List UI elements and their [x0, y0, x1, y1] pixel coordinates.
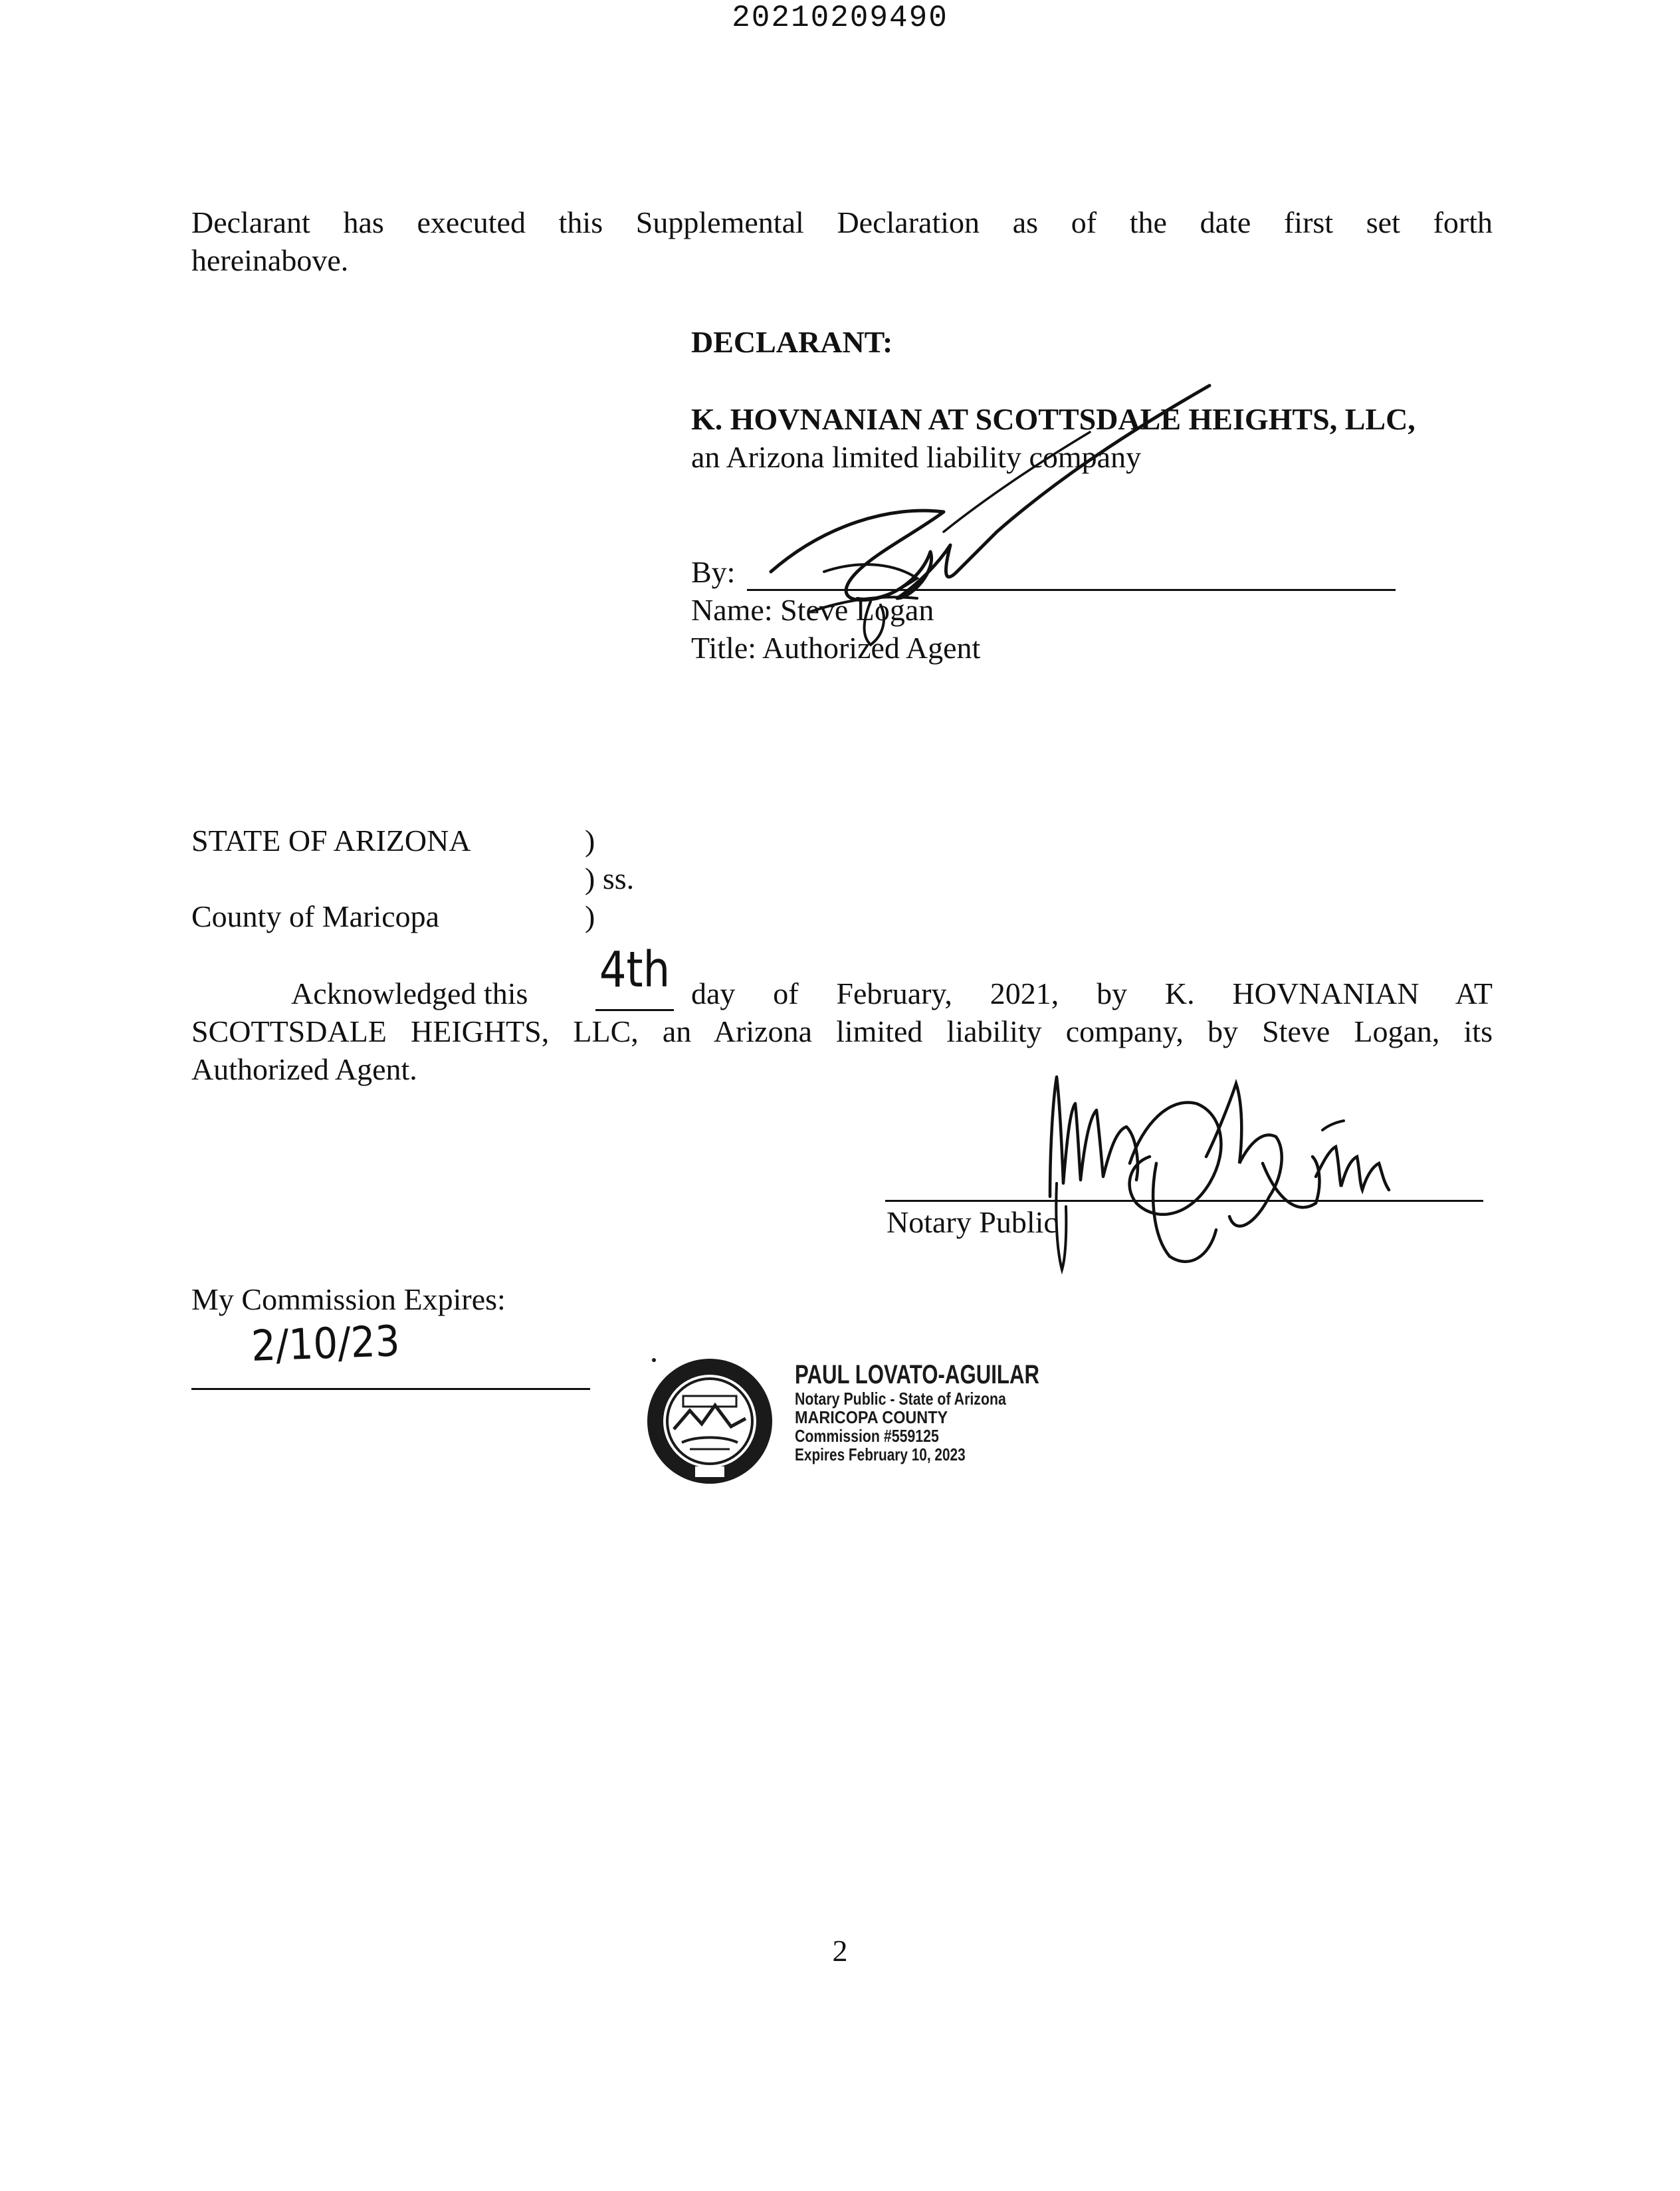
venue-paren-ss: ) ss. — [585, 862, 635, 895]
acknowledgment-day-line — [595, 1009, 674, 1011]
notary-stamp-name: PAUL LOVATO-AGUILAR — [795, 1360, 1040, 1389]
page-number: 2 — [832, 1934, 848, 1968]
declarant-heading: DECLARANT: — [691, 325, 893, 359]
acknowledgment-suffix: day of February, 2021, by K. HOVNANIAN AT — [691, 977, 1493, 1010]
execution-paragraph-line1: Declarant has executed this Supplemental Declaration as of the date first set forth — [191, 205, 1493, 239]
signer-name: Name: Steve Logan — [691, 593, 934, 627]
execution-paragraph-line2: hereinabove. — [191, 243, 349, 277]
notary-signature — [1037, 1064, 1409, 1283]
arizona-state-seal-icon — [643, 1349, 776, 1489]
declarant-signature — [744, 372, 1223, 651]
declarant-entity-description: an Arizona limited liability company — [691, 440, 1142, 474]
declarant-entity-name: K. HOVNANIAN AT SCOTTSDALE HEIGHTS, LLC, — [691, 402, 1416, 436]
notary-stamp-line2: MARICOPA COUNTY — [795, 1407, 948, 1427]
acknowledgment-prefix: Acknowledged this — [291, 977, 528, 1010]
venue-county: County of Maricopa — [191, 899, 440, 933]
recording-number: 20210209490 — [732, 1, 948, 35]
commission-date-handwritten: 2/10/23 — [250, 1316, 401, 1371]
commission-date-line — [191, 1388, 590, 1390]
notary-public-label: Notary Public — [887, 1205, 1057, 1239]
signer-title: Title: Authorized Agent — [691, 631, 981, 665]
notary-stamp-line1: Notary Public - State of Arizona — [795, 1389, 1006, 1409]
venue-paren-bottom: ) — [585, 899, 595, 933]
acknowledgment-day-handwritten: 4th — [599, 942, 671, 999]
acknowledgment-line2: SCOTTSDALE HEIGHTS, LLC, an Arizona limited liability company, by Steve Logan, its — [191, 1014, 1493, 1048]
by-label: By: — [691, 555, 736, 589]
acknowledgment-line3: Authorized Agent. — [191, 1052, 417, 1086]
venue-state: STATE OF ARIZONA — [191, 824, 471, 858]
venue-paren-top: ) — [585, 824, 595, 858]
notary-stamp-line4: Expires February 10, 2023 — [795, 1444, 966, 1464]
notary-stamp-line3: Commission #559125 — [795, 1426, 939, 1446]
commission-expires-label: My Commission Expires: — [191, 1282, 506, 1316]
notary-stamp — [795, 1360, 1074, 1486]
